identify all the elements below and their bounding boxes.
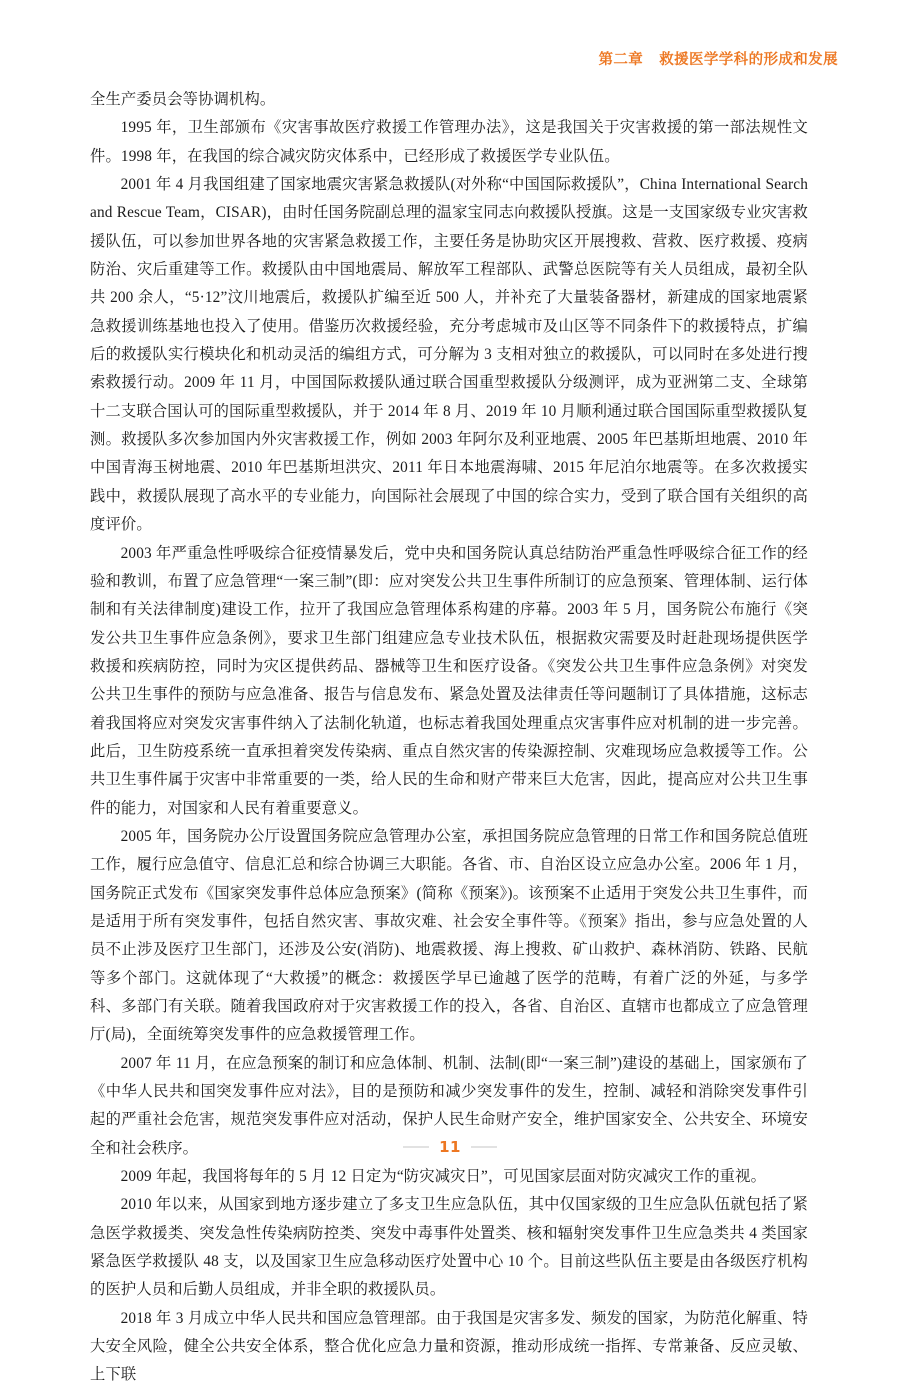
folio-rule-right <box>471 1146 497 1148</box>
page-footer <box>0 1138 900 1156</box>
body-text-column <box>90 86 808 1390</box>
paragraph: 2018 年 3 月成立中华人民共和国应急管理部。由于我国是灾害多发、频发的国家，为防范化解重、特大安全风险，健全公共安全体系，整合优化应急力量和资源，推动形成统一指挥、专常兼备、反应灵敏、上下联 <box>90 1309 808 1384</box>
running-head <box>90 48 838 69</box>
chapter-number: 第二章 <box>598 52 644 68</box>
paragraph: 2005 年，国务院办公厅设置国务院应急管理办公室，承担国务院应急管理的日常工作和国务院总值班工作，履行应急值守、信息汇总和综合协调三大职能。各省、市、自治区设立应急办公室。2006 年 1 月，国务院正式发布《国家突发事件总体应急预案》(简称《预案》)。该预案不止适用于突发公共卫生事件，而是适用于所有突发事件，包括自然灾害、事故灾难、社会安全事件等。《预案》指出，参与应急处置的人员不止涉及医疗卫生部门，还涉及公安(消防)、地震救援、海上搜救、矿山救护、森林消防、铁路、民航等多个部门。这就体现了“大救援”的概念：救援医学早已逾越了医学的范畴，有着广泛的外延，与多学科、多部门有关联。随着我国政府对于灾害救援工作的投入，各省、自治区、直辖市也都成立了应急管理厅(局)，全面统筹突发事件的应急救援管理工作。 <box>90 827 808 1044</box>
page-number: 11 <box>439 1138 461 1156</box>
paragraph: 2003 年严重急性呼吸综合征疫情暴发后，党中央和国务院认真总结防治严重急性呼吸综合征工作的经验和教训，布置了应急管理“一案三制”(即：应对突发公共卫生事件所制订的应急预案、管理体制、运行体制和有关法律制度)建设工作，拉开了我国应急管理体系构建的序幕。2003 年 5 月，国务院公布施行《突发公共卫生事件应急条例》，要求卫生部门组建应急专业技术队伍，根据救灾需要及时赶赴现场提供医学救援和疾病防控，同时为灾区提供药品、器械等卫生和医疗设备。《突发公共卫生事件应急条例》对突发公共卫生事件的预防与应急准备、报告与信息发布、紧急处置及法律责任等问题制订了具体措施，这标志着我国将应对突发灾害事件纳入了法制化轨道，也标志着我国处理重点灾害事件应对机制的进一步完善。此后，卫生防疫系统一直承担着突发传染病、重点自然灾害的传染源控制、灾难现场应急救援等工作。公共卫生事件属于灾害中非常重要的一类，给人民的生命和财产带来巨大危害，因此，提高应对公共卫生事件的能力，对国家和人民有着重要意义。 <box>90 544 808 817</box>
paragraph: 2009 年起，我国将每年的 5 月 12 日定为“防灾减灾日”，可见国家层面对防灾减灾工作的重视。 <box>120 1168 767 1186</box>
folio-rule-left <box>403 1146 429 1148</box>
paragraph: 2010 年以来，从国家到地方逐步建立了多支卫生应急队伍，其中仅国家级的卫生应急队伍就包括了紧急医学救援类、突发急性传染病防控类、突发中毒事件处置类、核和辐射突发事件卫生应急类共 4 类国家紧急医学救援队 48 支，以及国家卫生应急移动医疗处置中心 10 个。目前这些队伍主要是由各级医疗机构的医护人员和后勤人员组成，并非全职的救援队员。 <box>90 1196 808 1299</box>
paragraph: 1995 年，卫生部颁布《灾害事故医疗救援工作管理办法》，这是我国关于灾害救援的第一部法规性文件。1998 年，在我国的综合减灾防灾体系中，已经形成了救援医学专业队伍。 <box>90 119 808 165</box>
chapter-title: 救援医学学科的形成和发展 <box>659 52 838 68</box>
paragraph: 2007 年 11 月，在应急预案的制订和应急体制、机制、法制(即“一案三制”)建设的基础上，国家颁布了《中华人民共和国突发事件应对法》，目的是预防和减少突发事件的发生，控制、减轻和消除突发事件引起的严重社会危害，规范突发事件应对活动，保护人民生命财产安全，维护国家安全、公共安全、环境安全和社会秩序。 <box>90 1054 808 1157</box>
paragraph: 全生产委员会等协调机构。 <box>90 91 276 108</box>
paragraph: 2001 年 4 月我国组建了国家地震灾害紧急救援队(对外称“中国国际救援队”，China International Search and Rescue Team，CISAR)，由时任国务院副总理的温家宝同志向救援队授旗。这是一支国家级专业灾害救援队伍，可以参加世界各地的灾害紧急救援工作，主要任务是协助灾区开展搜救、营救、医疗救援、疫病防治、灾后重建等工作。救援队由中国地震局、解放军工程部队、武警总医院等有关人员组成，最初全队共 200 余人，“5·12”汶川地震后，救援队扩编至近 500 人，并补充了大量装备器材，新建成的国家地震紧急救援训练基地也投入了使用。借鉴历次救援经验，充分考虑城市及山区等不同条件下的救援特点，扩编后的救援队实行模块化和机动灵活的编组方式，可分解为 3 支相对独立的救援队，可以同时在多处进行搜索救援行动。2009 年 11 月，中国国际救援队通过联合国重型救援队分级测评，成为亚洲第二支、全球第十二支联合国认可的国际重型救援队，并于 2014 年 8 月、2019 年 10 月顺利通过联合国国际重型救援队复测。救援队多次参加国内外灾害救援工作，例如 2003 年阿尔及利亚地震、2005 年巴基斯坦地震、2010 年中国青海玉树地震、2010 年巴基斯坦洪灾、2011 年日本地震海啸、2015 年尼泊尔地震等。在多次救援实践中，救援队展现了高水平的专业能力，向国际社会展现了中国的综合实力，受到了联合国有关组织的高度评价。 <box>90 176 808 534</box>
